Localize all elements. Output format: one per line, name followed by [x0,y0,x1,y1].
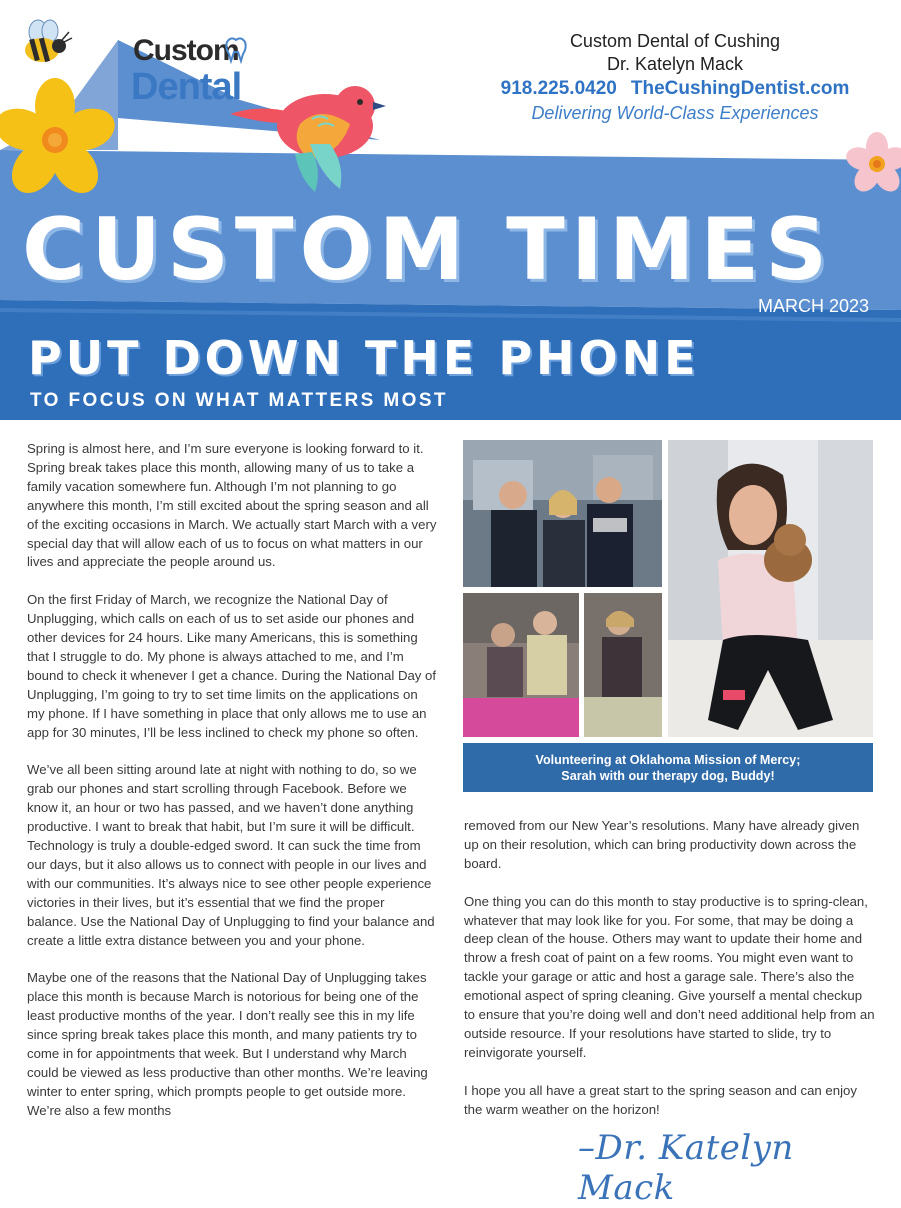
pink-flower-icon [843,132,901,202]
tooth-logo-icon [221,34,251,64]
photo-caption-line1: Volunteering at Oklahoma Mission of Mercy; [535,753,801,767]
tagline: Delivering World-Class Experiences [531,103,819,123]
article-paragraph: We’ve all been sitting around late at night with nothing to do, so we grab our phones and start scrolling through Facebook. Before we know it, an hour or two has passed, and we haven’t done anything productive. I want to break that habit, but I’m sure it will be difficult. Technology is truly a double-edged sword. It can suck the time from our days, but it also allows us to connect with people in our lives and with our communities. It’s always nice to see other people experience victories in their lives, but it’s essential that we find the proper balance. Use the National Day of Unplugging to find your balance and create a little extra distance between you and your phone. [27,762,435,948]
article-paragraph: On the first Friday of March, we recognize the National Day of Unplugging, which calls on each of us to set aside our phones and other devices for 24 hours. Like many Americans, this is something that I struggle to do. My phone is always attached to me, and I’m bound to check it whenever I get a chance. During the National Day of Unplugging, I’m going to try to set time limits on the applications on my phone. If I have something in place that only allows me to use an app for 30 minutes, I’ll be less inclined to check my phone so often. [27,592,437,740]
article-paragraph: removed from our New Year’s resolutions. Many have already given up on their resolution, which can bring productivity down across the board. [464,818,860,871]
photo-caption-line2: Sarah with our therapy dog, Buddy! [561,769,775,783]
custom-dental-logo [125,28,265,108]
article-right-column [464,817,876,1138]
yellow-flower-icon [0,72,120,202]
doctor-name: Dr. Katelyn Mack [606,54,744,74]
logo-text-dental: Dental [131,66,242,108]
photo-dental-procedure-2 [584,593,662,737]
article-paragraph: One thing you can do this month to stay productive is to spring-clean, whatever that may look like for you. For some, that may be doing a deep clean of the house. Others may want to update their home and throw a fresh coat of paint on a few rooms. You might even want to tackle your garage or attic and host a garage sale. There’s also the emotional aspect of spring cleaning. Give yourself a mental checkup to ensure that you’re doing well and don’t need additional help from an outside resource. If your resolutions have started to slide, try to reinvigorate yourself. [464,893,875,1060]
photo-sarah-with-dog [668,440,873,737]
article-paragraph: Maybe one of the reasons that the National Day of Unplugging takes place this month is because March is notorious for being one of the least productive months of the year. I don’t really see this in my life since spring break takes place this month, and many patients try to come in for appointments that week. But I understand why March could be viewed as less productive than other months. We’re leaving winter to enter spring, which prompts people to get outside more. We’re also a few months [27,970,428,1118]
author-signature: –Dr. Katelyn Mack [578,1128,794,1208]
phone-number[interactable]: 918.225.0420 [500,78,617,99]
contact-block [470,30,880,125]
phone-and-website [470,76,880,101]
photo-dental-procedure-1 [463,593,579,737]
logo-text-custom: Custom [133,34,239,67]
article-subheadline: TO FOCUS ON WHAT MATTERS MOST [30,390,448,411]
newsletter-title: CUSTOM TIMES [22,200,834,300]
photo-caption [463,743,873,792]
website-link[interactable]: TheCushingDentist.com [630,78,850,99]
article-headline: PUT DOWN THE PHONE [28,331,700,385]
issue-date: MARCH 2023 [757,296,869,316]
article-paragraph: I hope you all have a great start to the spring season and can enjoy the warm weather on the horizon! [464,1082,857,1117]
article-left-column [27,440,437,1139]
bee-icon [14,18,74,68]
photo-volunteer-group [463,440,662,587]
practice-name: Custom Dental of Cushing [569,31,781,51]
article-paragraph: Spring is almost here, and I’m sure everyone is looking forward to it. Spring break takes place this month, allowing many of us to take a family vacation somewhere fun. Although I’m not planning to go anywhere this month, I’m still excited about the spring season and all of the exciting occasions in March. We actually start March with a very special day that will allow each of us to focus on what matters in our lives and appreciate the people around us. [27,441,437,570]
